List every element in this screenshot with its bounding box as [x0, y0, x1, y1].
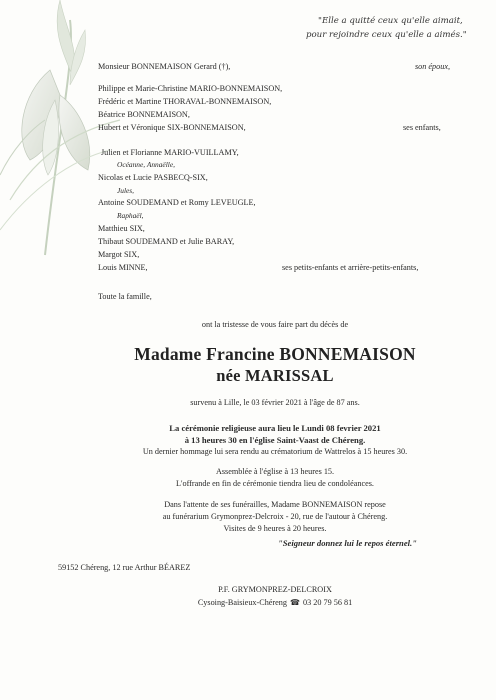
- maiden-surname: MARISSAL: [245, 366, 334, 385]
- deceased-name: [80, 344, 470, 365]
- death-details: survenu à Lille, le 03 février 2021 à l'âge de 87 ans.: [190, 398, 360, 407]
- husband-role: son époux,: [415, 62, 451, 71]
- child-2: Frédéric et Martine THORAVAL-BONNEMAISON,: [98, 97, 272, 106]
- ceremony-line-3: Un dernier hommage lui sera rendu au crématorium de Wattrelos à 15 heures 30.: [142, 447, 408, 456]
- assembly-line-2: L'offrande en fin de cérémonie tiendra lieu de condoléances.: [176, 479, 374, 488]
- grandchild-1-kids: Océanne, Annaëlle,: [117, 160, 175, 169]
- prayer: "Seigneur donnez lui le repos éternel.": [278, 538, 417, 548]
- grandchild-5: Thibaut SOUDEMAND et Julie BARAY,: [98, 237, 235, 246]
- ceremony-line-1: La cérémonie religieuse aura lieu le Lundi 08 fevrier 2021: [169, 423, 381, 433]
- child-4: Hubert et Véronique SIX-BONNEMAISON,: [98, 123, 246, 132]
- ceremony-line-2: à 13 heures 30 en l'église Saint-Vaast de Chéreng.: [184, 435, 366, 445]
- wait-line-3: Visites de 9 heures à 20 heures.: [223, 524, 327, 533]
- grandchild-2: Nicolas et Lucie PASBECQ-SIX,: [98, 173, 208, 182]
- quote-line-1: "Elle a quitté ceux qu'elle aimait,: [318, 16, 463, 26]
- phone-icon: ☎: [290, 598, 300, 607]
- all-family: Toute la famille,: [98, 292, 152, 301]
- quote-line-2: pour rejoindre ceux qu'elle a aimés.": [306, 30, 467, 40]
- deceased-first-name: Madame Francine: [134, 344, 275, 364]
- grandchild-7: Louis MINNE,: [98, 263, 148, 272]
- deceased-surname: BONNEMAISON: [279, 344, 416, 364]
- husband-name: Monsieur BONNEMAISON Gerard (†),: [98, 62, 231, 71]
- children-role: ses enfants,: [403, 123, 441, 132]
- funeral-home-contact: [80, 598, 470, 607]
- funeral-home-name: P.F. GRYMONPREZ-DELCROIX: [218, 585, 332, 594]
- grandchild-2-kids: Jules,: [117, 186, 135, 195]
- assembly-line-1: Assemblée à l'église à 13 heures 15.: [215, 467, 335, 476]
- maiden-name: [80, 366, 470, 386]
- grandchild-3: Antoine SOUDEMAND et Romy LEVEUGLE,: [98, 198, 256, 207]
- maiden-prefix: née: [216, 366, 241, 385]
- wait-line-1: Dans l'attente de ses funérailles, Madame BONNEMAISON repose: [164, 500, 386, 509]
- grandchild-3-kids: Raphaël,: [117, 211, 144, 220]
- funeral-home-city: Cysoing-Baisieux-Chéreng: [197, 598, 287, 607]
- child-1: Philippe et Marie-Christine MARIO-BONNEMAISON,: [98, 84, 283, 93]
- child-3: Béatrice BONNEMAISON,: [98, 110, 190, 119]
- grandchildren-role: ses petits-enfants et arrière-petits-enfants,: [282, 263, 419, 272]
- announcement-intro: ont la tristesse de vous faire part du décès de: [201, 320, 349, 329]
- grandchild-4: Matthieu SIX,: [98, 224, 145, 233]
- wait-line-2: au funérarium Grymonprez-Delcroix - 20, rue de l'autour à Chéreng.: [162, 512, 388, 521]
- grandchild-1: Julien et Florianne MARIO-VUILLAMY,: [101, 148, 239, 157]
- home-address: 59152 Chéreng, 12 rue Arthur BÉAREZ: [58, 563, 191, 572]
- grandchild-6: Margot SIX,: [98, 250, 140, 259]
- funeral-home-phone: 03 20 79 56 81: [303, 598, 353, 607]
